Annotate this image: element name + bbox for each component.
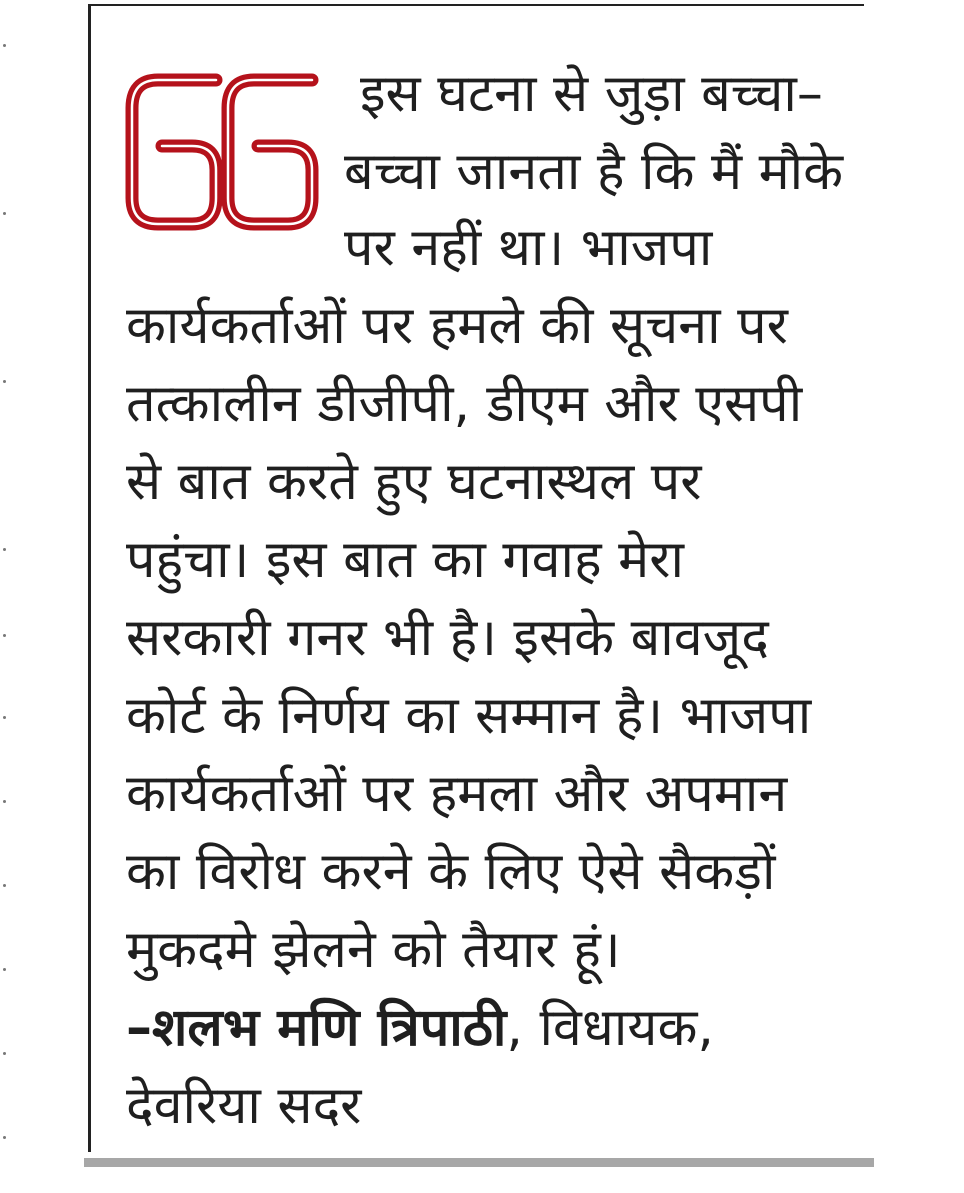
quote-line: पहुंचा। इस बात का गवाह मेरा xyxy=(126,530,684,590)
quote-line: सरकारी गनर भी है। इसके बावजूद xyxy=(126,608,769,668)
author-title: , विधायक, xyxy=(506,998,714,1058)
attribution-line xyxy=(126,996,714,1060)
author-constituency: देवरिया सदर xyxy=(126,1076,362,1136)
quote-line: का विरोध करने के लिए ऐसे सैकड़ों xyxy=(126,842,776,902)
quote-line: तत्कालीन डीजीपी, डीएम और एसपी xyxy=(126,374,803,434)
quote-line: कोर्ट के निर्णय का सम्मान है। भाजपा xyxy=(126,686,812,746)
quote-line: कार्यकर्ताओं पर हमले की सूचना पर xyxy=(126,296,788,356)
quote-line: इस घटना से जुड़ा बच्चा– xyxy=(360,64,823,124)
author-name: –शलभ मणि त्रिपाठी xyxy=(126,998,507,1058)
quote-line: कार्यकर्ताओं पर हमला और अपमान xyxy=(126,764,788,824)
quote-line: पर नहीं था। भाजपा xyxy=(344,218,713,278)
quote-line: से बात करते हुए घटनास्थल पर xyxy=(126,452,702,512)
quote-line: बच्चा जानता है कि मैं मौके xyxy=(344,142,844,202)
quote-line: मुकदमे झेलने को तैयार हूं। xyxy=(126,920,621,980)
